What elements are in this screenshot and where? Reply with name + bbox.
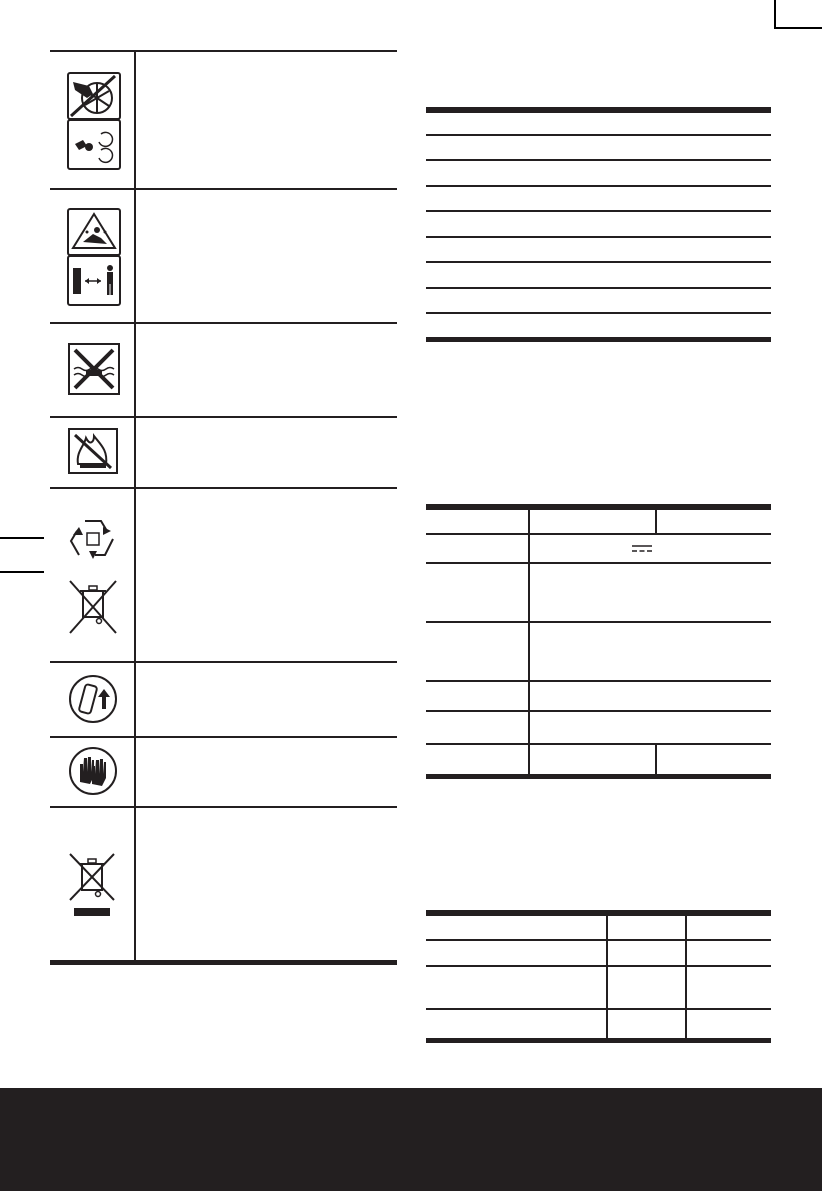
symbol-row-divider — [50, 188, 397, 190]
accessory-table-top-rule — [426, 910, 771, 916]
tech-row-divider — [426, 680, 771, 682]
spec-row-divider — [426, 287, 771, 289]
accessory-row-divider — [426, 1008, 771, 1010]
symbol-table-bottom-rule — [50, 960, 397, 965]
symbol-row-divider — [50, 487, 397, 489]
thrown-objects-warning-icon — [67, 208, 121, 256]
symbol-row-divider — [50, 661, 397, 663]
symbol-table-top-rule — [50, 50, 397, 52]
accessory-table-column-divider — [606, 910, 608, 1040]
crop-mark-side-tab-bottom — [0, 571, 44, 573]
battery-insert-icon — [68, 673, 118, 725]
weee-crossed-bin-icon — [68, 579, 118, 635]
symbol-row-divider — [50, 322, 397, 324]
wear-gloves-icon — [68, 746, 118, 796]
tech-table-column-divider — [528, 504, 530, 775]
spec-row-divider — [426, 261, 771, 263]
spec-table-top-rule — [426, 107, 771, 113]
spec-row-divider — [426, 134, 771, 136]
crop-mark-right — [776, 27, 822, 29]
crop-mark-side-tab-top — [0, 537, 44, 539]
tech-table-column-divider — [655, 744, 657, 775]
recycle-icon — [67, 517, 119, 561]
tech-row-divider — [426, 710, 771, 712]
spec-row-divider — [426, 185, 771, 187]
crop-mark-top-right — [774, 0, 776, 29]
tech-row-divider — [426, 621, 771, 623]
footer-band — [0, 1088, 822, 1191]
rotation-wait-icon — [67, 120, 121, 170]
symbol-row-divider — [50, 736, 397, 738]
symbol-row-divider — [50, 806, 397, 808]
accessory-table-column-divider — [685, 910, 687, 1040]
fan-blade-hand-warning-icon — [67, 72, 121, 120]
accessory-row-divider — [426, 939, 771, 941]
accessory-row-divider — [426, 965, 771, 967]
spec-row-divider — [426, 159, 771, 161]
do-not-expose-to-rain-icon — [68, 343, 120, 395]
tech-table-column-divider — [655, 504, 657, 534]
battery-weee-crossed-bin-icon — [68, 852, 116, 918]
tech-table-bottom-rule — [426, 774, 771, 779]
keep-bystanders-away-icon — [67, 256, 121, 306]
symbol-table-column-divider — [134, 50, 136, 962]
accessory-table-bottom-rule — [426, 1038, 771, 1043]
spec-row-divider — [426, 312, 771, 314]
symbol-row-divider — [50, 416, 397, 418]
tech-row-divider — [426, 743, 771, 745]
spec-table-bottom-rule — [426, 337, 771, 342]
do-not-burn-icon — [68, 428, 118, 474]
spec-row-divider — [426, 236, 771, 238]
dc-voltage-icon — [632, 544, 652, 554]
tech-row-divider — [426, 562, 771, 564]
spec-row-divider — [426, 210, 771, 212]
tech-row-divider — [426, 533, 771, 535]
tech-table-top-rule — [426, 504, 771, 510]
